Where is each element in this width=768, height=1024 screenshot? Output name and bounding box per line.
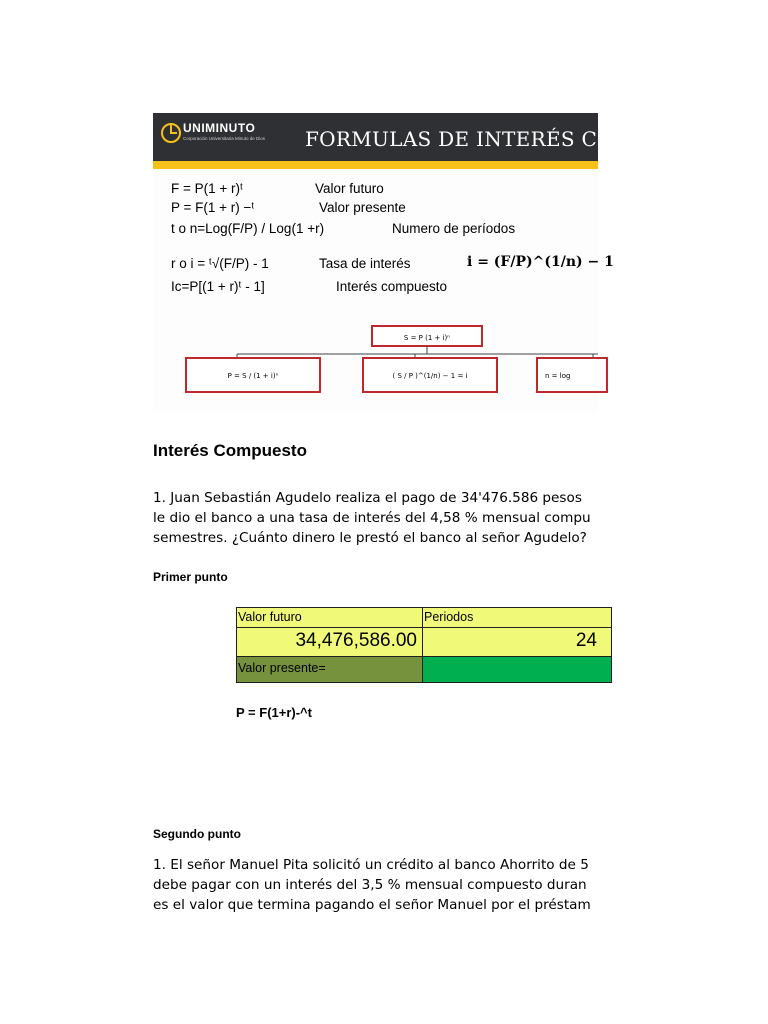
formulas-banner-image xyxy=(153,113,725,413)
cell-valor-presente-result[interactable] xyxy=(422,656,612,683)
header-valor-futuro: Valor futuro xyxy=(236,607,423,628)
banner-accent-strip xyxy=(153,161,598,169)
formula-rate: r o i = ᵗ√(F/P) - 1 xyxy=(171,256,269,271)
diagram-left-formula: P = S / (1 + i)ⁿ xyxy=(227,372,279,380)
problem-1-line-1: 1. Juan Sebastián Agudelo realiza el pago de 34'476.586 pesos xyxy=(153,490,582,506)
label-valor-presente: Valor presente= xyxy=(236,656,423,683)
primer-punto-label: Primer punto xyxy=(153,570,228,584)
problem-2-line-1: 1. El señor Manuel Pita solicitó un crédito al banco Ahorrito de 5 xyxy=(153,857,589,873)
formula-label-future-value: Valor futuro xyxy=(315,181,384,196)
section-heading: Interés Compuesto xyxy=(153,441,307,460)
calculation-table xyxy=(236,607,598,682)
banner-header xyxy=(153,113,725,161)
formula-label-present-value: Valor presente xyxy=(319,200,406,215)
formula-compound-interest: Ic=P[(1 + r)ᵗ - 1] xyxy=(171,279,265,294)
content-column xyxy=(153,0,725,1024)
formula-periods: t o n=Log(F/P) / Log(1 +r) xyxy=(171,221,325,236)
diagram-middle-formula: ( S / P )^(1/n) − 1 = i xyxy=(392,372,468,380)
segundo-punto-label: Segundo punto xyxy=(153,827,241,841)
problem-2-line-3: es el valor que termina pagando el señor Manuel por el préstam xyxy=(153,897,591,913)
brand-subtitle: Corporación Universitaria Minuto de Dios xyxy=(183,136,266,141)
header-periodos: Periodos xyxy=(422,607,612,628)
formula-label-rate: Tasa de interés xyxy=(319,256,411,271)
problem-1-line-3: semestres. ¿Cuánto dinero le prestó el banco al señor Agudelo? xyxy=(153,530,587,546)
formula-future-value: F = P(1 + r)ᵗ xyxy=(171,181,243,196)
formula-tree-diagram xyxy=(153,321,598,411)
brand-name: UNIMINUTO xyxy=(183,121,256,135)
cell-valor-futuro[interactable]: 34,476,586.00 xyxy=(236,627,423,657)
diagram-right-formula: n = log xyxy=(545,372,571,380)
formula-label-periods: Numero de períodos xyxy=(392,221,516,236)
diagram-root-formula: S = P (1 + i)ⁿ xyxy=(403,334,451,342)
uniminuto-logo-icon xyxy=(159,121,183,145)
cell-periodos[interactable]: 24 xyxy=(422,627,612,657)
problem-2-line-2: debe pagar con un interés del 3,5 % mensual compuesto duran xyxy=(153,877,587,893)
formula-present-value: P = F(1 + r) −ᵗ xyxy=(171,200,255,215)
present-value-formula: P = F(1+r)-^t xyxy=(236,705,312,720)
problem-1-line-2: le dio el banco a una tasa de interés del 4,58 % mensual compu xyxy=(153,510,591,526)
formula-label-compound-interest: Interés compuesto xyxy=(336,279,448,294)
banner-title: FORMULAS DE INTERÉS COMPUESTO xyxy=(305,127,725,151)
formula-rate-alternate: i = (F/P)^(1/n) − 1 xyxy=(467,254,614,270)
